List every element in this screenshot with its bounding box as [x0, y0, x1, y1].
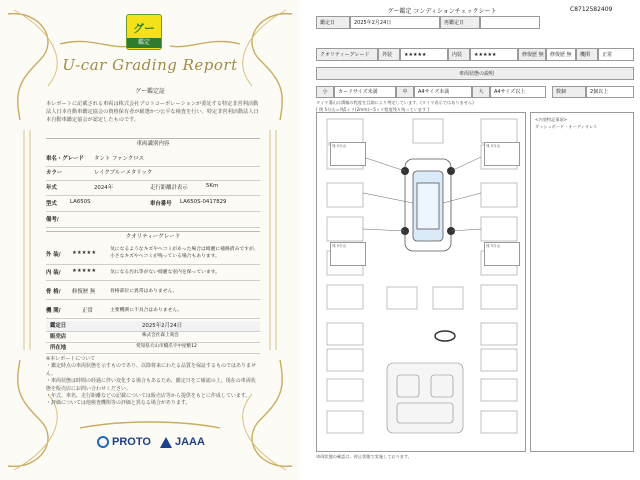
cert-date-label: 鑑定日	[50, 323, 67, 329]
exterior-desc: 気になるようなキズやヘコミがあった場合は綺麗に補修済みですが、小さなキズやヘコミが残っている場合もあります。	[110, 247, 259, 259]
count-value: 2個以上	[586, 86, 634, 98]
exterior-stars: ★★★★★	[72, 250, 97, 256]
dealer-label: 販売店	[50, 334, 67, 340]
mileage-value: 5Km	[206, 183, 219, 189]
sheet-code: C8712582409	[570, 6, 613, 13]
note-item: ・車両状態は時間の経過に伴い変化する場合もあるため、鑑定日をご確認の上、現在の車両状態を販売店にお問い合わせください。	[46, 378, 256, 392]
dealer-value: 株式会社森上商会	[142, 333, 179, 338]
condition-check-sheet	[312, 0, 640, 480]
tire-box-rr: 残 5分山	[484, 242, 520, 266]
appraisal-date-value: 2025年2月24日	[350, 16, 440, 29]
repair-label: 修復歴 無	[518, 48, 546, 61]
grade-row	[46, 154, 260, 167]
tire-note: タイヤ溝山は溝幅の程度を目測により判定しています。(タイヤ表示ではありません)	[316, 100, 474, 105]
frame-desc: 骨格部位に異常はありません。	[110, 289, 178, 294]
size-a4over: A4サイズ以上	[490, 86, 546, 98]
tire-box-fr: 残 5分山	[484, 142, 520, 166]
size-a4under: A4サイズ未満	[414, 86, 472, 98]
model-label: 型式	[46, 201, 57, 207]
int-label: 内装	[448, 48, 470, 61]
jaaa-logo-icon	[160, 437, 172, 448]
car-top-view	[405, 159, 451, 251]
interior-label: 内 装/	[46, 270, 61, 276]
dealer-row	[46, 332, 260, 343]
exterior-row	[46, 246, 260, 265]
steering-wheel-icon	[435, 331, 455, 341]
remarks-row	[46, 215, 260, 228]
sheet-title: グー鑑定 コンディションチェックシート	[387, 8, 497, 15]
car-interior-view	[387, 363, 463, 433]
year-row	[46, 183, 260, 196]
mileage-label: 走行距離計表示	[150, 185, 188, 191]
tire-box-fl: 残 5分山	[330, 142, 366, 166]
proto-logo-text: PROTO	[112, 436, 151, 448]
frame-value: 修復歴 無	[72, 289, 96, 295]
mech-value: 正常	[598, 48, 634, 61]
goo-kantei-logo	[126, 14, 162, 50]
tire-box-rl: 残 5分山	[330, 242, 366, 266]
note-item: ・年式、車名、走行距離などの記載については販売店等から提供をもとに作成しています。	[46, 393, 251, 400]
interior-stars: ★★★★★	[72, 268, 97, 274]
cert-date-row	[46, 321, 260, 332]
notes-title: ※本レポートについて	[46, 356, 96, 362]
notes	[46, 356, 260, 408]
equip-title: <内装特記事項>	[535, 117, 568, 122]
reappraisal-value	[480, 16, 540, 29]
quality-grade-label: クオリティーグレード	[316, 48, 378, 61]
size-mid: 中	[396, 86, 414, 98]
count-label: 数個	[552, 86, 586, 98]
color-value: レイクブルーメタリック	[94, 170, 153, 176]
frame-row	[46, 285, 260, 300]
size-card: カードサイズ未満	[334, 86, 396, 98]
cert-date-value: 2025年2月24日	[142, 323, 183, 329]
model-row	[46, 199, 260, 212]
grade-label: 車名・グレード	[46, 156, 84, 162]
logo-text: グー	[133, 22, 155, 35]
mech-desc: 主要機関に不具合はありません。	[110, 308, 183, 313]
model-value: LA650S	[70, 199, 91, 205]
address-value: 愛知県犬山市橋爪字中屋敷12	[136, 344, 197, 349]
ext-stars: ★★★★★	[400, 48, 448, 61]
equip-text: ダッシュボード・オーディオレス	[535, 124, 598, 129]
color-row	[46, 168, 260, 181]
exterior-label: 外 装/	[46, 252, 61, 258]
proto-logo-icon	[97, 436, 109, 448]
report-title: U-car Grading Report	[62, 56, 238, 74]
int-stars: ★★★★★	[470, 48, 518, 61]
size-small: 小	[316, 86, 334, 98]
ext-label: 外装	[378, 48, 400, 61]
chassis-label: 車台番号	[150, 201, 172, 207]
mech-value: 正常	[82, 308, 93, 314]
explain-title: 車両状態の説明	[316, 67, 634, 80]
note-item: ・鑑定時点の車両状態を示すものであり、以降将来にわたる品質を保証するものではありません。	[46, 363, 257, 377]
year-value: 2024年	[94, 185, 114, 191]
footer-note: 車両状態の確認は、停止状態で実施しております。	[316, 454, 412, 459]
tire-legend: [ 例 5分山＝残5ミリ(2mm)ー5ミリ程度残り残っています ]	[316, 107, 430, 112]
report-subtitle: グー鑑定証	[134, 88, 165, 95]
size-large: 大	[472, 86, 490, 98]
remarks-label: 備考/	[46, 217, 59, 223]
year-label: 年式	[46, 185, 57, 191]
appraisal-date-label: 鑑定日	[316, 16, 350, 29]
jaaa-logo-text: JAAA	[175, 436, 205, 448]
equipment-panel	[530, 112, 634, 452]
vehicle-section-heading: 車両識別内容	[46, 138, 260, 149]
note-item: ・評価については他検査機関等の評価と異なる場合があります。	[46, 400, 191, 407]
interior-row	[46, 266, 260, 281]
mech-label: 機 関/	[46, 308, 61, 314]
color-label: カラー	[46, 170, 63, 176]
mech-label: 機関	[576, 48, 598, 61]
grade-value: タント ファンクロス	[94, 156, 145, 162]
frame-label: 骨 格/	[46, 289, 61, 295]
chassis-value: LA650S-0417829	[180, 199, 227, 205]
logo-sub: 鑑定	[127, 38, 161, 48]
quality-section-heading: クオリティーグレード	[46, 231, 260, 242]
grading-report-certificate	[0, 0, 300, 480]
mech-row	[46, 304, 260, 319]
interior-desc: 気になる汚れ等がない綺麗な室内を保っています。	[110, 270, 220, 275]
intro-text: 本レポートに記載される車両は株式会社プロトコーポレーションが委託する特定非営利活動法人日本自動車鑑定協会の資格保有者が厳選かつ公平な検査を行い、特定非営利活動法人日本自動車鑑定協会が認定したものです。	[46, 101, 259, 123]
repair-value: 修復歴 無	[546, 48, 576, 61]
address-label: 所在地	[50, 345, 67, 351]
reappraisal-label: 再鑑定日	[440, 16, 480, 29]
address-row	[46, 343, 260, 354]
